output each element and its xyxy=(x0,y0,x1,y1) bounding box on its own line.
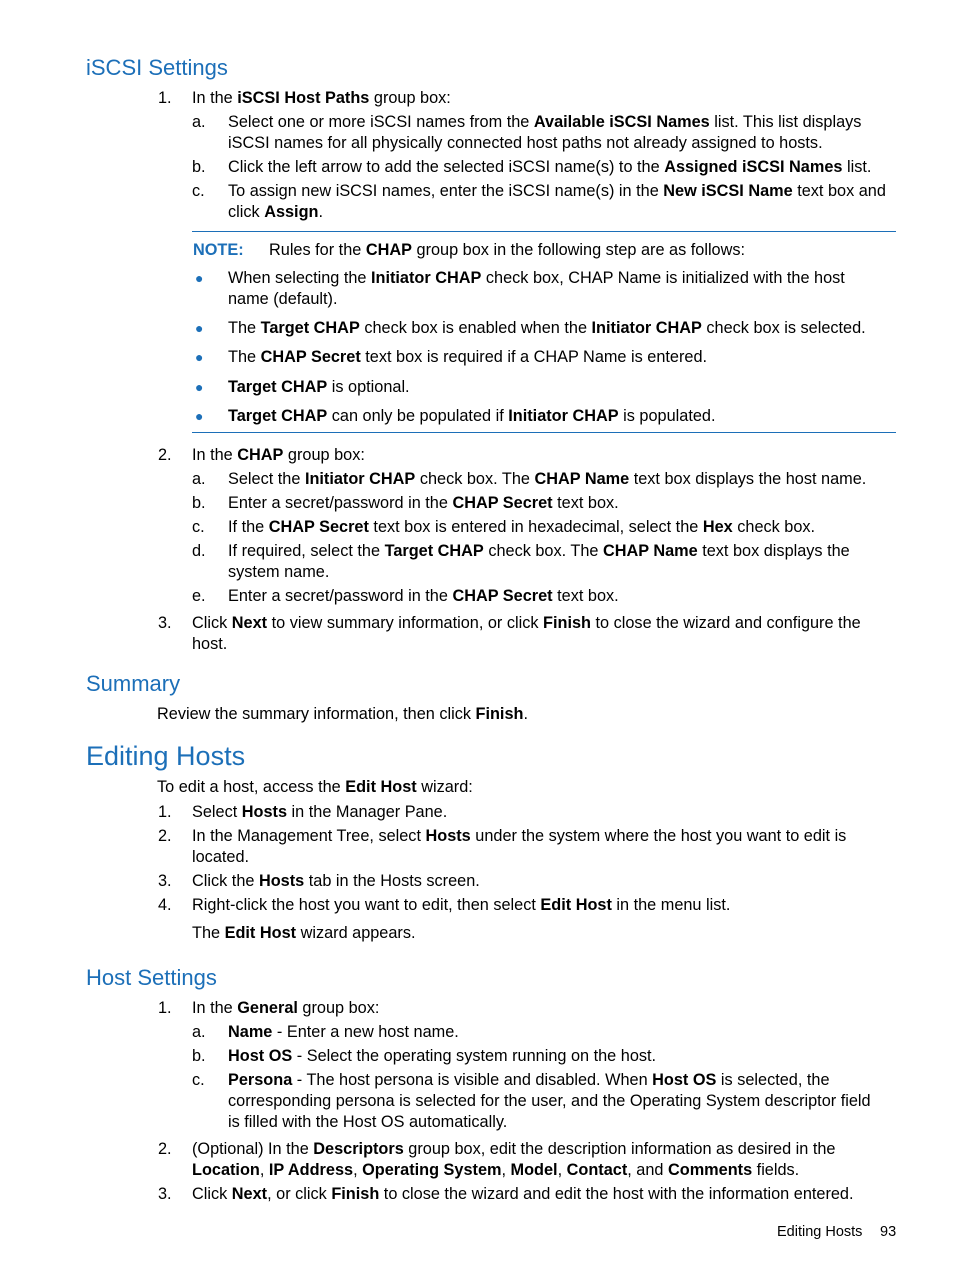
bullet-icon: ● xyxy=(195,349,204,365)
substep-text: Enter a secret/password in the CHAP Secret text box. xyxy=(228,587,619,605)
section-heading-iscsi-settings: iSCSI Settings xyxy=(86,55,228,80)
step-number: 2. xyxy=(158,827,172,845)
section-heading-summary: Summary xyxy=(86,671,181,696)
note-bullet-text: When selecting the Initiator CHAP check box, CHAP Name is initialized with the host xyxy=(228,269,845,287)
step-number: 3. xyxy=(158,614,172,632)
note-intro: Rules for the CHAP group box in the following step are as follows: xyxy=(269,241,746,259)
substep-text: If required, select the Target CHAP check box. The CHAP Name text box displays the xyxy=(228,542,850,560)
note-bullet-text: name (default). xyxy=(228,290,338,308)
note-label: NOTE: xyxy=(193,241,244,259)
step-text: Location, IP Address, Operating System, Model, Contact, and Comments fields. xyxy=(192,1161,800,1179)
bullet-icon: ● xyxy=(195,379,204,395)
substep-text: Persona - The host persona is visible and disabled. When Host OS is selected, the xyxy=(228,1071,830,1089)
bullet-icon: ● xyxy=(195,320,204,336)
substep-letter: c. xyxy=(192,518,205,536)
note-bullet-text: Target CHAP is optional. xyxy=(228,378,410,396)
substep-text: To assign new iSCSI names, enter the iSCSI name(s) in the New iSCSI Name text box and xyxy=(228,182,886,200)
footer-page-number: 93 xyxy=(880,1224,897,1240)
step-number: 2. xyxy=(158,446,172,464)
step-text: Click the Hosts tab in the Hosts screen. xyxy=(192,872,480,890)
note-bullet-text: Target CHAP can only be populated if Initiator CHAP is populated. xyxy=(228,407,716,425)
substep-letter: c. xyxy=(192,1071,205,1089)
substep-text: is filled with the Host OS automatically. xyxy=(228,1113,508,1131)
bullet-icon: ● xyxy=(195,270,204,286)
substep-letter: e. xyxy=(192,587,206,605)
substep-text: iSCSI names for all physically connected host paths not already assigned to hosts. xyxy=(228,134,823,152)
step-text: Right-click the host you want to edit, then select Edit Host in the menu list. xyxy=(192,896,731,914)
step-text: In the Management Tree, select Hosts under the system where the host you want to edit is xyxy=(192,827,847,845)
step-text: Click Next, or click Finish to close the wizard and edit the host with the information entered. xyxy=(192,1185,854,1203)
section-heading-editing-hosts: Editing Hosts xyxy=(86,741,246,771)
substep-letter: a. xyxy=(192,470,206,488)
substep-text: Click the left arrow to add the selected iSCSI name(s) to the Assigned iSCSI Names list. xyxy=(228,158,872,176)
substep-text: Name - Enter a new host name. xyxy=(228,1023,459,1041)
step-text: (Optional) In the Descriptors group box, edit the description information as desired in the xyxy=(192,1140,836,1158)
substep-letter: b. xyxy=(192,494,206,512)
note-bullet-text: The CHAP Secret text box is required if a CHAP Name is entered. xyxy=(228,348,708,366)
step-text: In the iSCSI Host Paths group box: xyxy=(192,89,451,107)
substep-text: corresponding persona is selected for the user, and the Operating System descriptor field xyxy=(228,1092,871,1110)
note-bullet-text: The Target CHAP check box is enabled when the Initiator CHAP check box is selected. xyxy=(228,319,866,337)
bullet-icon: ● xyxy=(195,408,204,424)
substep-text: Select one or more iSCSI names from the Available iSCSI Names list. This list displays xyxy=(228,113,862,131)
substep-letter: c. xyxy=(192,182,205,200)
step-number: 3. xyxy=(158,872,172,890)
substep-text: system name. xyxy=(228,563,330,581)
editing-intro: To edit a host, access the Edit Host wizard: xyxy=(157,778,473,796)
substep-text: Enter a secret/password in the CHAP Secret text box. xyxy=(228,494,619,512)
substep-letter: b. xyxy=(192,158,206,176)
step-number: 2. xyxy=(158,1140,172,1158)
substep-text: Select the Initiator CHAP check box. The CHAP Name text box displays the host name. xyxy=(228,470,867,488)
step-text: located. xyxy=(192,848,250,866)
step-number: 1. xyxy=(158,999,172,1017)
step-text: In the General group box: xyxy=(192,999,380,1017)
step-text: In the CHAP group box: xyxy=(192,446,365,464)
substep-letter: d. xyxy=(192,542,206,560)
substep-letter: a. xyxy=(192,1023,206,1041)
substep-letter: b. xyxy=(192,1047,206,1065)
step-number: 3. xyxy=(158,1185,172,1203)
note-bottom-rule xyxy=(192,432,896,433)
step-number: 1. xyxy=(158,803,172,821)
step-number: 4. xyxy=(158,896,172,914)
footer-section-title: Editing Hosts xyxy=(777,1224,863,1240)
step-text: Select Hosts in the Manager Pane. xyxy=(192,803,448,821)
step-number: 1. xyxy=(158,89,172,107)
step-result: The Edit Host wizard appears. xyxy=(192,924,416,942)
section-heading-host-settings: Host Settings xyxy=(86,965,217,990)
note-top-rule xyxy=(192,231,896,232)
substep-text: If the CHAP Secret text box is entered in hexadecimal, select the Hex check box. xyxy=(228,518,816,536)
summary-text: Review the summary information, then click Finish. xyxy=(157,705,528,723)
substep-letter: a. xyxy=(192,113,206,131)
step-text: host. xyxy=(192,635,228,653)
substep-text: click Assign. xyxy=(228,203,324,221)
substep-text: Host OS - Select the operating system running on the host. xyxy=(228,1047,657,1065)
step-text: Click Next to view summary information, or click Finish to close the wizard and configure the xyxy=(192,614,861,632)
